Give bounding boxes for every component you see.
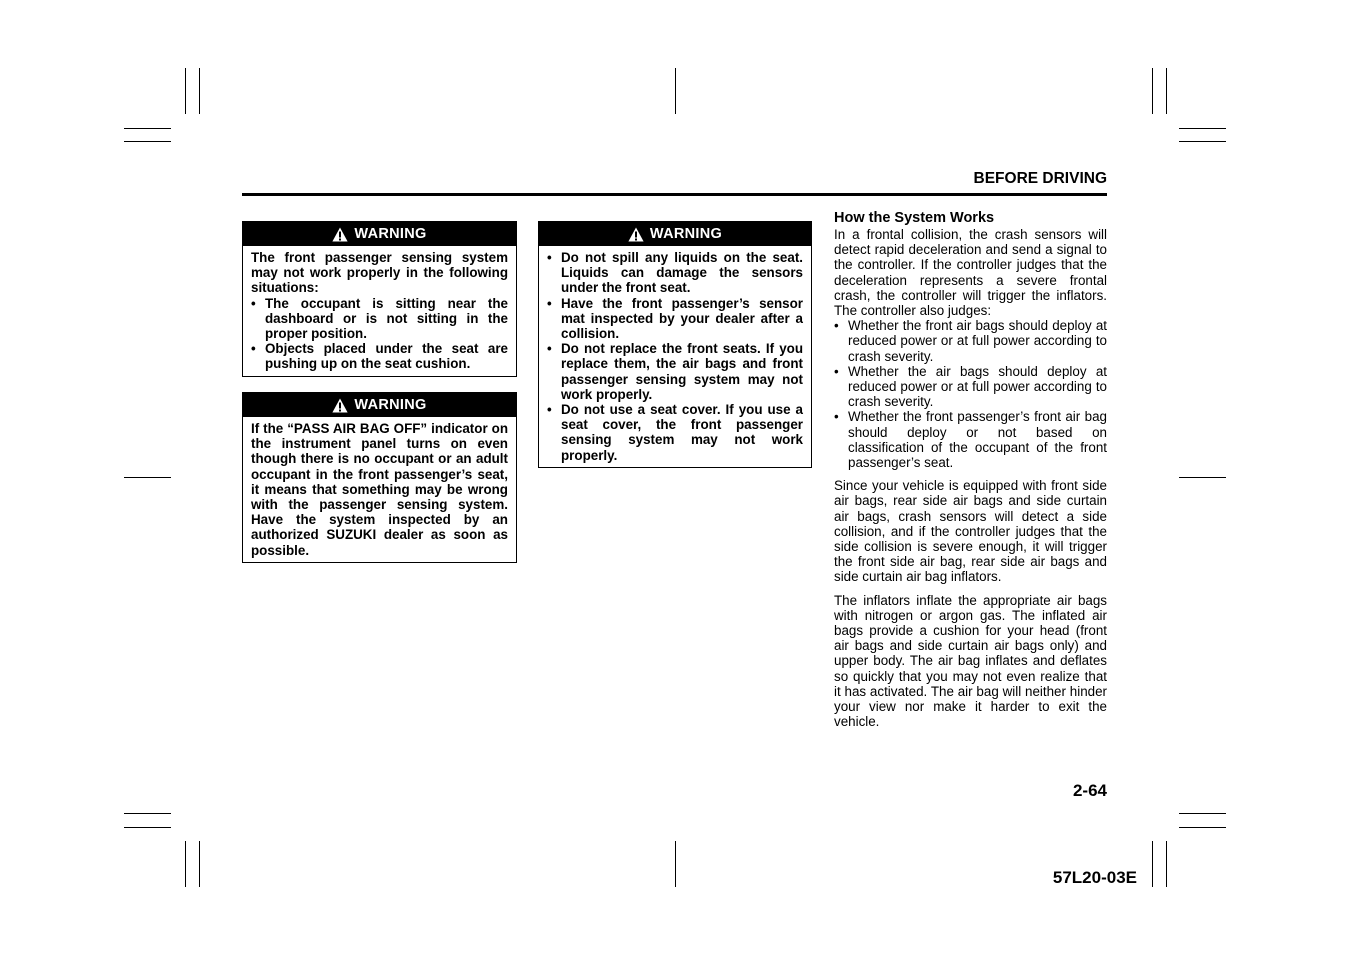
list-item: • Do not use a seat cover. If you use a seat cover, the front passenger sensing system may not work properly. bbox=[547, 402, 803, 463]
warning-label: WARNING bbox=[649, 226, 723, 242]
warning-box-sensing bbox=[242, 221, 517, 377]
header-rule bbox=[242, 193, 1107, 196]
warning-box-indicator bbox=[242, 392, 517, 563]
warning-triangle-icon bbox=[332, 227, 348, 242]
warning-text: If the “PASS AIR BAG OFF” indicator on the instrument panel turns on even though there is no occupant or an adult occupant in the front passenger’s seat, it means that something may be wrong with the passenger sensing system. Have the system inspected by an authorized SUZUKI dealer as soon as possible. bbox=[251, 421, 508, 558]
list-item: • Have the front passenger’s sensor mat inspected by your dealer after a collision. bbox=[547, 296, 803, 342]
side-airbag-paragraph: Since your vehicle is equipped with front side air bags, rear side air bags and side curtain air bags, crash sensors will detect a side collision, and if the controller judges that the side collision is severe enough, it will trigger the front side air bag, rear side air bags and side curtain air bag inflators. bbox=[834, 478, 1107, 585]
intro-paragraph: In a frontal collision, the crash sensors will detect rapid deceleration and send a signal to the controller. If the controller judges that the deceleration represents a severe frontal crash, the controller will trigger the inflators. The controller also judges: bbox=[834, 227, 1107, 319]
warning-header bbox=[243, 222, 516, 246]
list-item: • Objects placed under the seat are pushing up on the seat cushion. bbox=[251, 341, 508, 371]
list-item: • Do not spill any liquids on the seat. Liquids can damage the sensors under the front seat. bbox=[547, 250, 803, 296]
warning-label: WARNING bbox=[354, 226, 427, 242]
warning-triangle-icon bbox=[628, 227, 644, 242]
section-heading: How the System Works bbox=[834, 210, 995, 226]
inflator-paragraph: The inflators inflate the appropriate air bags with nitrogen or argon gas. The inflated air bags provide a cushion for your head (front air bags and side curtain air bags only) and upper body. The air bag inflates and deflates so quickly that you may not even realize that it has activated. The air bag will neither hinder your view nor make it harder to exit the vehicle. bbox=[834, 592, 1107, 730]
warning-label: WARNING bbox=[354, 397, 427, 413]
document-code: 57L20-03E bbox=[1052, 868, 1137, 887]
warning-header bbox=[539, 222, 811, 246]
system-section bbox=[834, 210, 1107, 730]
page-number: 2-64 bbox=[1072, 781, 1107, 800]
list-item: • Do not replace the front seats. If you replace them, the air bags and front passenger sensing system may not work properly. bbox=[547, 341, 803, 402]
list-item: • The occupant is sitting near the dashboard or is not sitting in the proper position. bbox=[251, 296, 508, 342]
warning-intro: The front passenger sensing system may not work properly in the following situations: bbox=[251, 250, 508, 296]
list-item: • Whether the front air bags should deploy at reduced power or at full power according to crash severity. bbox=[834, 318, 1107, 364]
list-item: • Whether the air bags should deploy at reduced power or at full power according to crash severity. bbox=[834, 364, 1107, 410]
warning-box-seat bbox=[538, 221, 812, 468]
list-item: • Whether the front passenger’s front air bag should deploy or not based on classification of the occupant of the front passenger’s seat. bbox=[834, 409, 1107, 470]
warning-header bbox=[243, 393, 516, 417]
warning-triangle-icon bbox=[332, 398, 348, 413]
section-title: BEFORE DRIVING bbox=[973, 170, 1107, 187]
